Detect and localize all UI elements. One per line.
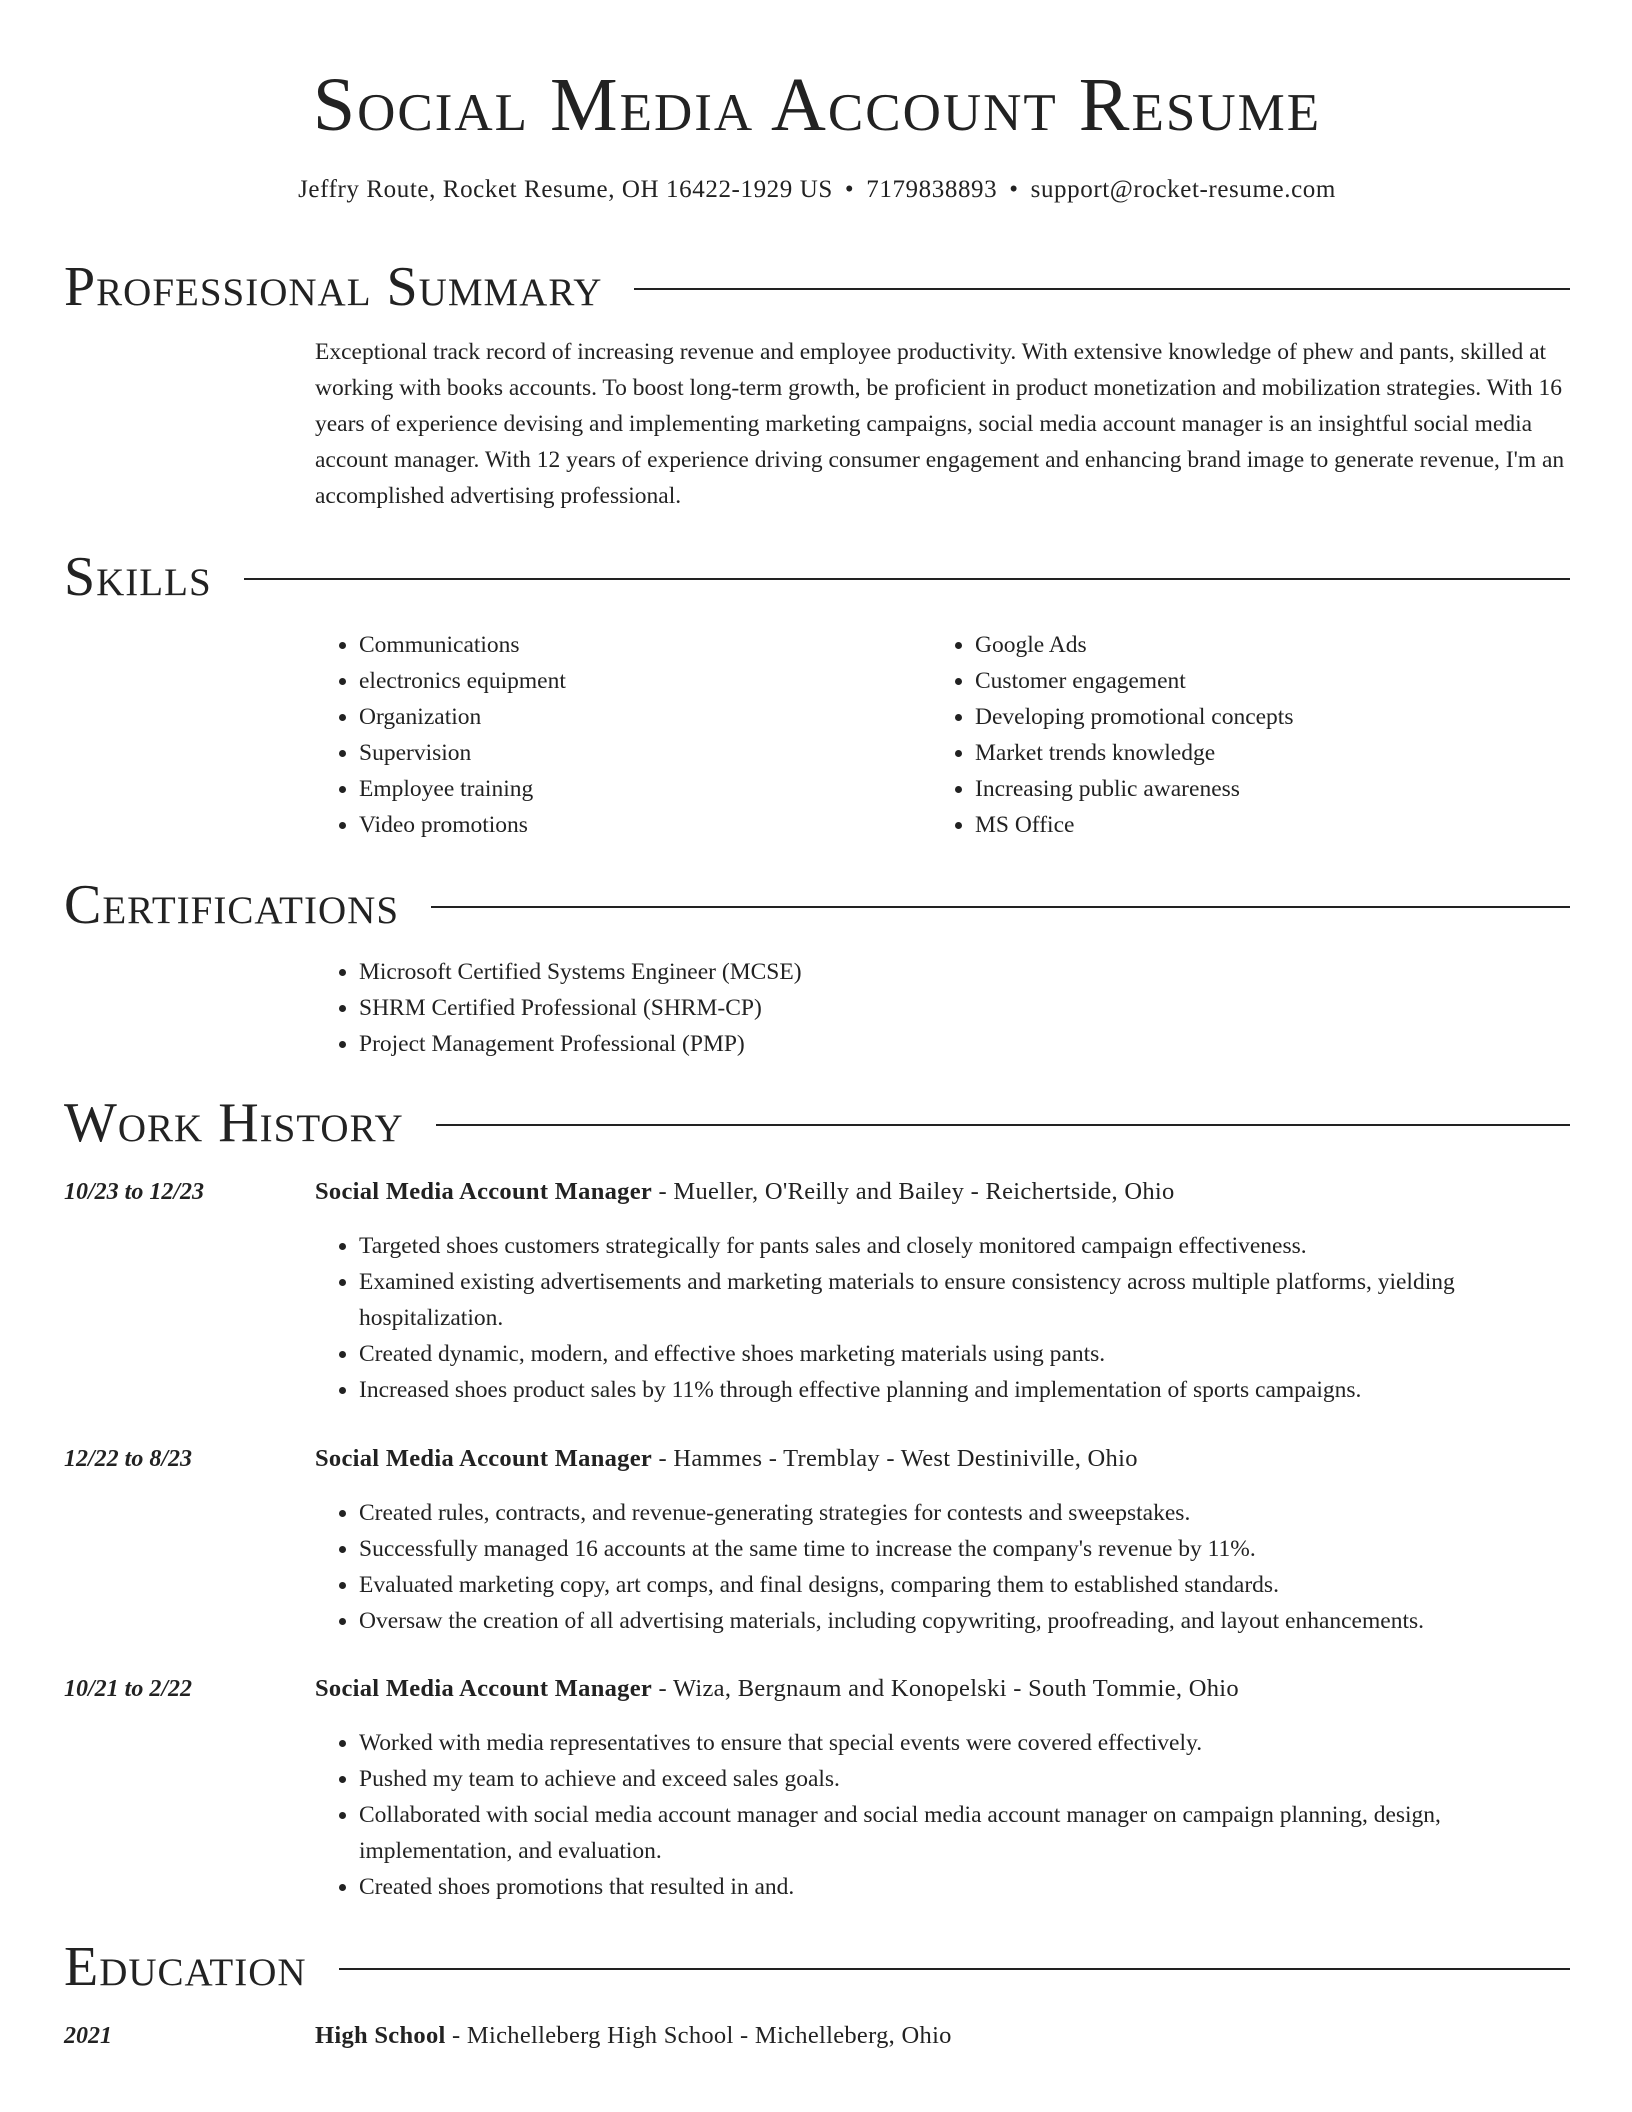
summary-block [315, 334, 1570, 514]
job-bullets [315, 1228, 1570, 1408]
skills-column-right [931, 627, 1531, 843]
job-bullet: • Oversaw the creation of all advertising materials, including copywriting, proofreading, and layout enhancements. [359, 1603, 1570, 1639]
certification-item: • Microsoft Certified Systems Engineer (MCSE) [359, 954, 1570, 990]
job-bullets [315, 1725, 1570, 1905]
job-bullet: • Targeted shoes customers strategically for pants sales and closely monitored campaign effectiveness. [359, 1228, 1570, 1264]
job-heading [315, 1671, 1239, 1707]
summary-text: Exceptional track record of increasing revenue and employee productivity. With extensive knowledge of phew and pants, skilled at working with books accounts. To boost long-term growth, be proficient in product monetization and mobilization strategies. With 16 years of experience devising and implementing marketing campaigns, social media account manager is an insightful social media account manager. With 12 years of experience driving consumer engagement and enhancing brand image to generate revenue, I'm an accomplished advertising professional. [315, 339, 1565, 509]
education-degree: High School [315, 2022, 446, 2049]
job-bullet: • Worked with media representatives to ensure that special events were covered effectively. [359, 1725, 1570, 1761]
job-title: Social Media Account Manager [315, 1178, 653, 1205]
certification-item: • Project Management Professional (PMP) [359, 1026, 1570, 1062]
job-bullet: • Examined existing advertisements and marketing materials to ensure consistency across multiple platforms, yielding hospitalization. [359, 1264, 1570, 1336]
skill-item: • Customer engagement [975, 663, 1531, 699]
contact-address: Jeffry Route, Rocket Resume, OH 16422-1929 US [298, 176, 833, 203]
skill-item: • MS Office [975, 807, 1531, 843]
skill-item: • Google Ads [975, 627, 1531, 663]
resume-title: Social Media Account Resume [312, 63, 1322, 147]
section-divider [339, 1968, 1570, 1970]
skills-section-title: Skills [64, 546, 212, 608]
job-bullet: • Pushed my team to achieve and exceed sales goals. [359, 1761, 1570, 1797]
skill-item: • electronics equipment [359, 663, 915, 699]
job-bullet: • Created rules, contracts, and revenue-generating strategies for contests and sweepstakes. [359, 1495, 1570, 1531]
skill-item: • Supervision [359, 735, 915, 771]
job-heading [315, 1441, 1138, 1477]
skill-item: • Organization [359, 699, 915, 735]
education-school: - Michelleberg High School - Michelleberg, Ohio [445, 2022, 952, 2049]
section-divider [436, 1124, 1570, 1126]
contact-email: support@rocket-resume.com [1030, 176, 1336, 203]
skills-column-left [315, 627, 915, 843]
job-dates: 10/21 to 2/22 [64, 1676, 193, 1702]
skill-item: • Increasing public awareness [975, 771, 1531, 807]
certification-item: • SHRM Certified Professional (SHRM-CP) [359, 990, 1570, 1026]
job-dates: 10/23 to 12/23 [64, 1179, 205, 1205]
work-section-header [64, 1088, 1570, 1158]
work-section-title: Work History [64, 1092, 404, 1154]
education-heading [315, 2018, 952, 2054]
job-company: - Wiza, Bergnaum and Konopelski - South Tommie, Ohio [652, 1675, 1239, 1702]
summary-section-title: Professional Summary [64, 256, 603, 318]
job-heading [315, 1174, 1175, 1210]
job-company: - Mueller, O'Reilly and Bailey - Reichertside, Ohio [652, 1178, 1175, 1205]
skill-item: • Employee training [359, 771, 915, 807]
contact-separator: • [1009, 176, 1019, 203]
section-divider [634, 288, 1570, 290]
job-bullet: • Successfully managed 16 accounts at the same time to increase the company's revenue by 11%. [359, 1531, 1570, 1567]
job-bullet: • Evaluated marketing copy, art comps, and final designs, comparing them to established standards. [359, 1567, 1570, 1603]
skill-item: • Market trends knowledge [975, 735, 1531, 771]
section-divider [244, 578, 1570, 580]
contact-line [64, 172, 1570, 208]
education-section-header [64, 1932, 1570, 2002]
summary-section-header [64, 252, 1570, 322]
skill-item: • Communications [359, 627, 915, 663]
section-divider [431, 906, 1570, 908]
job-bullet: • Created shoes promotions that resulted in and. [359, 1869, 1570, 1905]
job-bullets [315, 1495, 1570, 1639]
skill-item: • Video promotions [359, 807, 915, 843]
job-title: Social Media Account Manager [315, 1675, 653, 1702]
job-bullet: • Collaborated with social media account manager and social media account manager on campaign planning, design, implementation, and evaluation. [359, 1797, 1570, 1869]
contact-separator: • [844, 176, 855, 203]
skill-item: • Developing promotional concepts [975, 699, 1531, 735]
job-company: - Hammes - Tremblay - West Destiniville, Ohio [652, 1445, 1138, 1472]
certifications-list [315, 954, 1570, 1062]
education-section-title: Education [64, 1936, 307, 1998]
skills-section-header [64, 542, 1570, 612]
certifications-section-title: Certifications [64, 874, 400, 936]
contact-phone: 7179838893 [866, 176, 998, 203]
job-dates: 12/22 to 8/23 [64, 1446, 193, 1472]
job-bullet: • Increased shoes product sales by 11% through effective planning and implementation of sports campaigns. [359, 1372, 1570, 1408]
certifications-section-header [64, 870, 1570, 940]
education-year: 2021 [64, 2023, 112, 2049]
job-title: Social Media Account Manager [315, 1445, 653, 1472]
job-bullet: • Created dynamic, modern, and effective shoes marketing materials using pants. [359, 1336, 1570, 1372]
